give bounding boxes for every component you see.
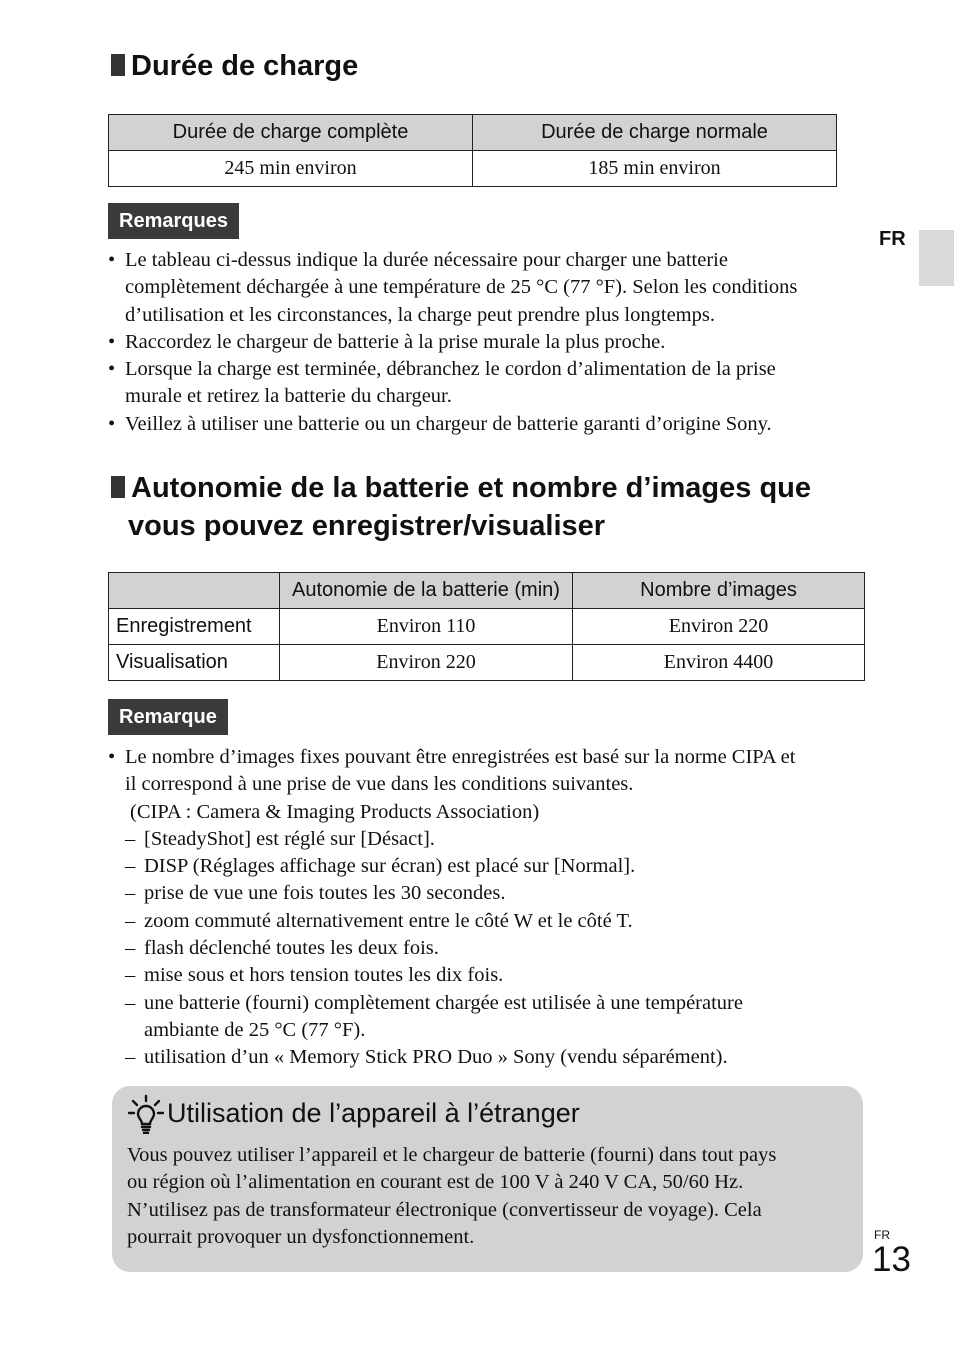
list-item-continuation (108, 274, 868, 301)
list-item-text: il correspond à une prise de vue dans les conditions suivantes. (125, 773, 634, 796)
list-item (108, 356, 868, 383)
list-item-text: zoom commuté alternativement entre le côté W et le côté T. (144, 909, 633, 932)
section-title: Autonomie de la batterie et nombre d’images que (131, 472, 812, 504)
condition-item (108, 826, 868, 853)
table-header-cell (109, 573, 280, 609)
list-item-text: murale et retirez la batterie du chargeur. (125, 385, 452, 408)
condition-item-continuation (108, 1017, 868, 1044)
note-label-badge: Remarque (108, 699, 228, 735)
table-cell: Environ 4400 (573, 645, 865, 681)
table-header-cell: Durée de charge complète (109, 115, 473, 151)
table-row (109, 609, 865, 645)
condition-item (108, 853, 868, 880)
condition-item (108, 908, 868, 935)
table-cell: Environ 110 (280, 609, 573, 645)
table-row-header: Enregistrement (109, 609, 280, 645)
section-title: Durée de charge (131, 50, 359, 82)
table-row (109, 645, 865, 681)
list-item-text: flash déclenché toutes les deux fois. (144, 937, 439, 960)
list-item-text: Lorsque la charge est terminée, débranchez le cordon d’alimentation de la prise (125, 358, 776, 381)
section-marker-icon (111, 54, 125, 76)
table-row (109, 151, 837, 187)
footer-lang-code: FR (874, 1228, 890, 1242)
list-item (108, 411, 868, 438)
table-header-cell: Durée de charge normale (473, 115, 837, 151)
table-header-cell: Nombre d’images (573, 573, 865, 609)
condition-item (108, 962, 868, 989)
hint-line: ou région où l’alimentation en courant est de 100 V à 240 V CA, 50/60 Hz. (127, 1171, 744, 1194)
section-heading-line2: vous pouvez enregistrer/visualiser (128, 510, 606, 542)
condition-item (108, 880, 868, 907)
table-header-row (109, 115, 837, 151)
list-item (108, 744, 868, 771)
list-item-text: DISP (Réglages affichage sur écran) est placé sur [Normal]. (144, 855, 636, 878)
list-item-text: (CIPA : Camera & Imaging Products Association) (130, 800, 540, 823)
table-cell: Environ 220 (280, 645, 573, 681)
list-item-continuation (108, 771, 868, 798)
section-marker-icon (111, 476, 125, 498)
table-cell: 245 min environ (109, 151, 473, 187)
hint-body (127, 1142, 852, 1251)
page-number: 13 (872, 1240, 911, 1279)
list-item-text: Le nombre d’images fixes pouvant être enregistrées est basé sur la norme CIPA et (125, 746, 796, 768)
hint-title: Utilisation de l’appareil à l’étranger (167, 1098, 580, 1128)
list-item-text: mise sous et hors tension toutes les dix fois. (144, 964, 504, 987)
section-heading-charge-time (111, 47, 358, 85)
list-item-text: utilisation d’un « Memory Stick PRO Duo » Sony (vendu séparément). (144, 1046, 728, 1069)
table-cell: 185 min environ (473, 151, 837, 187)
hint-line: Vous pouvez utiliser l’appareil et le chargeur de batterie (fourni) dans tout pays (127, 1144, 777, 1166)
list-item-text: une batterie (fourni) complètement chargée est utilisée à une température (144, 991, 743, 1014)
condition-item (108, 935, 868, 962)
condition-item (108, 990, 868, 1017)
notes-list (108, 247, 868, 438)
hint-line: N’utilisez pas de transformateur électronique (convertisseur de voyage). Cela (127, 1198, 762, 1221)
list-item-continuation (108, 383, 868, 410)
table-header-cell: Autonomie de la batterie (min) (280, 573, 573, 609)
charge-time-table (108, 114, 837, 187)
table-cell: Environ 220 (573, 609, 865, 645)
language-label: FR (879, 228, 906, 250)
condition-item (108, 1044, 868, 1071)
section-heading-battery-life (111, 469, 811, 507)
list-item-text: complètement déchargée à une température de 25 °C (77 °F). Selon les conditions (125, 276, 798, 299)
table-header-row (109, 573, 865, 609)
lightbulb-hint-icon (128, 1094, 164, 1134)
list-item-text: Raccordez le chargeur de batterie à la prise murale la plus proche. (125, 330, 666, 353)
list-item-text: [SteadyShot] est réglé sur [Désact]. (144, 827, 435, 850)
notes-label-badge: Remarques (108, 203, 239, 239)
list-item (108, 329, 868, 356)
list-item-text: prise de vue une fois toutes les 30 secondes. (144, 882, 506, 905)
conditions-list (108, 744, 868, 1072)
table-row-header: Visualisation (109, 645, 280, 681)
battery-life-table (108, 572, 865, 681)
cipa-note (108, 799, 868, 826)
list-item-continuation (108, 302, 868, 329)
list-item-text: Veillez à utiliser une batterie ou un chargeur de batterie garanti d’origine Sony. (125, 412, 772, 435)
language-thumb-tab (919, 230, 954, 286)
hint-box (112, 1086, 863, 1272)
list-item-text: ambiante de 25 °C (77 °F). (144, 1018, 366, 1041)
list-item (108, 247, 868, 274)
hint-line: pourrait provoquer un dysfonctionnement. (127, 1225, 475, 1248)
list-item-text: d’utilisation et les circonstances, la charge peut prendre plus longtemps. (125, 303, 715, 326)
list-item-text: Le tableau ci-dessus indique la durée nécessaire pour charger une batterie (125, 249, 728, 271)
